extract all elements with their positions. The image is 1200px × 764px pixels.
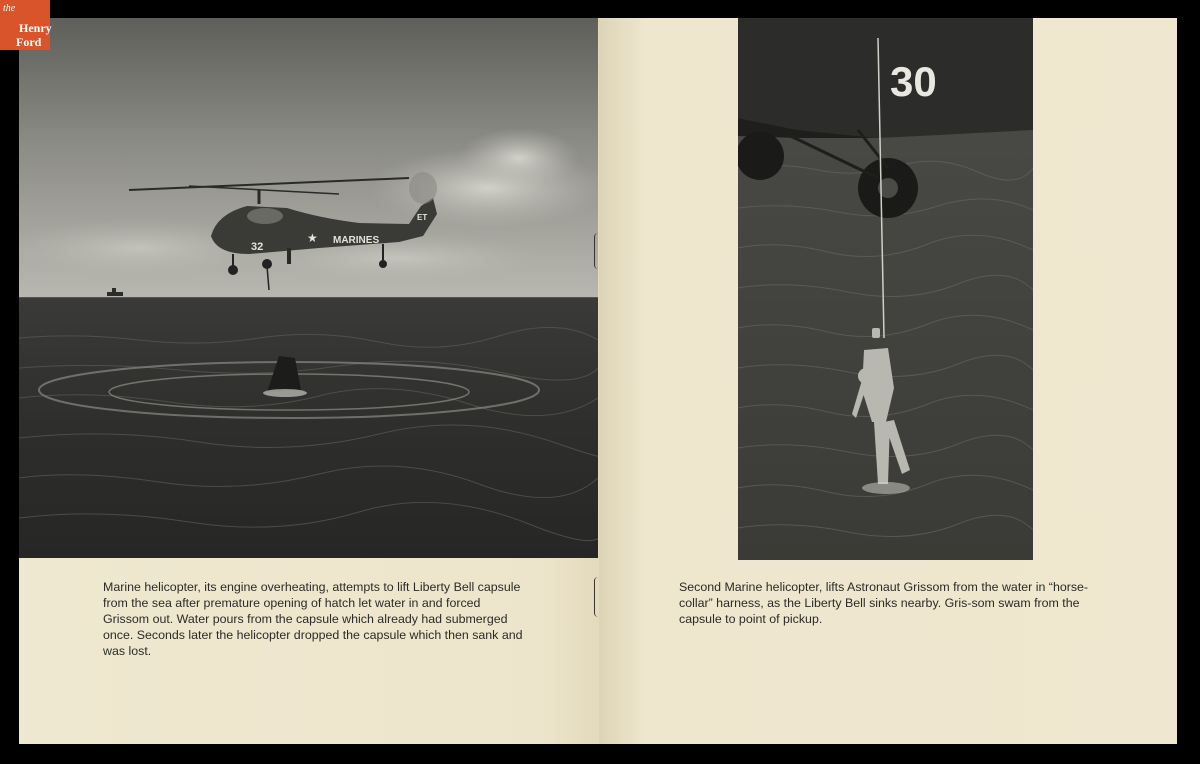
astronaut-rescue-photo bbox=[738, 18, 1033, 560]
right-caption: Second Marine helicopter, lifts Astronaut Grissom from the water in “horse-collar” harness, as the Liberty Bell sinks nearby. Gris-som swam from the capsule to point of pickup. bbox=[679, 580, 1089, 626]
left-caption: Marine helicopter, its engine overheating, attempts to lift Liberty Bell capsule from the sea after premature opening of hatch let water in and forced Grissom out. Water pours from the capsule which already had submerged once. Seconds later the helicopter dropped the capsule which then sank and was lost. bbox=[103, 580, 523, 658]
logo-ford: Ford bbox=[16, 35, 42, 49]
logo-henry: Henry bbox=[19, 21, 52, 35]
helicopter-capsule-photo bbox=[19, 18, 598, 558]
helicopter-number-30: 30 bbox=[890, 58, 937, 105]
helicopter-number-32: 32 bbox=[251, 241, 264, 253]
staple-bottom bbox=[594, 577, 603, 617]
henry-ford-logo bbox=[0, 0, 50, 50]
helicopter-label-marines: MARINES bbox=[333, 235, 380, 246]
tail-code: ET bbox=[417, 213, 428, 222]
logo-the: the bbox=[3, 3, 16, 14]
staple-top bbox=[594, 233, 603, 269]
star-icon: ★ bbox=[307, 231, 318, 245]
